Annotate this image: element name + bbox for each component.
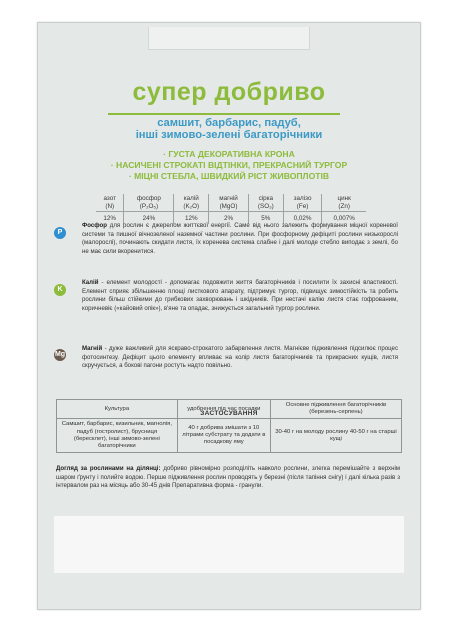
phosphorus-description: Фосфор для рослин є джерелом життєвої енергії. Саме від нього залежить формування міцної кореневої системи та пишної вічнозеленої наземної частини рослини. При фосфорному дефіциті рослини низькорослі (малорослі), починають скидати листя, їх коренева система слабне і далі молоде стебло виподає з землі, бо не має сили вкоренитися. bbox=[82, 222, 398, 255]
column-header: Основне підживлення багаторічників (березень-серпень) bbox=[270, 400, 401, 419]
potassium-badge-icon: K bbox=[54, 284, 66, 296]
application-header-row bbox=[57, 400, 402, 419]
blank-label-area bbox=[54, 516, 404, 573]
nutrient-name: магній (MgO) bbox=[209, 194, 249, 212]
care-instructions: Догляд за рослинами на ділянці: добриво рівномірно розподіліть навколо рослини, злегка перемішайте з верхнім шаром ґрунту і полийте водою. Перше підживлення рослин проводять у березні (після тапіння снігу) і далі кілька разів з інтервалом раз на місяць або 30-45 днів Препаративна форма - гранули. bbox=[56, 465, 400, 490]
table-cell: Самшит, барбарис, кизильник, магнолія, падуб (гостролист), брусниця (бересклет), інші зимово-зелені багаторічники bbox=[57, 419, 178, 453]
table-cell: 30-40 г на молоду рослину 40-50 г на старші кущі bbox=[270, 419, 401, 453]
potassium-description: Калій - елемент молодості - допомагає подовжити життя багаторічників і посилити їх захисні властивості. Елемент сприяє збільшенню площі листкового апарату, підтримує тургор, підвищує зимостійкість та робить рослини більш стійкими до грибкових захворювань і шкідників. При нестачі калію листя стає гофрованим, коричневіє («кайовий опік»), в'яне та опадає, знижується загальний тургор рослини. bbox=[82, 279, 398, 312]
magnesium-description: Магній - дуже важливий для яскраво-строкатого забарвлення листя. Магнієве підживлення підсилює процес фотосинтезу. Дефіцит цього елементу впливає на колір листя багаторічників та прикрасних кущів, листя скручується, а бокові пагони ростуть надто повільно. bbox=[82, 345, 398, 370]
nutrient-table bbox=[96, 194, 366, 224]
subtitle-line-1: самшит, барбарис, падуб, bbox=[157, 117, 301, 129]
product-title: супер добриво bbox=[132, 78, 326, 106]
phosphorus-badge-icon: P bbox=[54, 227, 66, 239]
nutrient-value: 2% bbox=[209, 212, 249, 224]
column-header: удобрення під час посадки bbox=[177, 400, 270, 419]
nutrient-value: 24% bbox=[124, 212, 174, 224]
table-cell: 40 г добрива змішати з 10 літрами субстрату та додати в посадкову яму bbox=[177, 419, 270, 453]
nutrient-value: 0,02% bbox=[283, 212, 322, 224]
product-box bbox=[37, 22, 421, 610]
nutrient-names-row bbox=[96, 194, 366, 212]
nutrient-value: 12% bbox=[96, 212, 124, 224]
nutrient-value: 5% bbox=[248, 212, 283, 224]
nutrient-name: залізо (Fe) bbox=[283, 194, 322, 212]
product-subtitle bbox=[38, 117, 420, 141]
nutrient-name: фосфор (P₂O₅) bbox=[124, 194, 174, 212]
benefits-list bbox=[38, 149, 420, 182]
application-table bbox=[56, 399, 402, 453]
nutrient-name: цинк (Zn) bbox=[322, 194, 366, 212]
box-flap bbox=[148, 27, 310, 50]
benefit-item: · НАСИЧЕНІ СТРОКАТІ ВІДТІНКИ, ПРЕКРАСНИЙ ТУРГОР bbox=[110, 160, 348, 170]
benefit-item: · ГУСТА ДЕКОРАТИВНА КРОНА bbox=[163, 149, 295, 159]
application-title: ЗАСТОСУВАННЯ bbox=[200, 410, 258, 417]
nutrient-name: азот (N) bbox=[103, 195, 116, 210]
nutrient-value: 12% bbox=[174, 212, 209, 224]
magnesium-badge-icon: Mg bbox=[54, 349, 66, 361]
table-row bbox=[57, 419, 402, 453]
title-underline bbox=[108, 113, 340, 115]
subtitle-line-2: інші зимово-зелені багаторічники bbox=[135, 129, 323, 141]
column-header: Культура bbox=[57, 400, 178, 419]
benefit-item: · МІЦНІ СТЕБЛА, ШВИДКИЙ РІСТ ЖИВОПЛОТІВ bbox=[128, 171, 330, 181]
nutrient-name: сірка (SO₃) bbox=[248, 194, 283, 212]
nutrient-name: калій (K₂O) bbox=[174, 194, 209, 212]
nutrient-value: 0,007% bbox=[322, 212, 366, 224]
